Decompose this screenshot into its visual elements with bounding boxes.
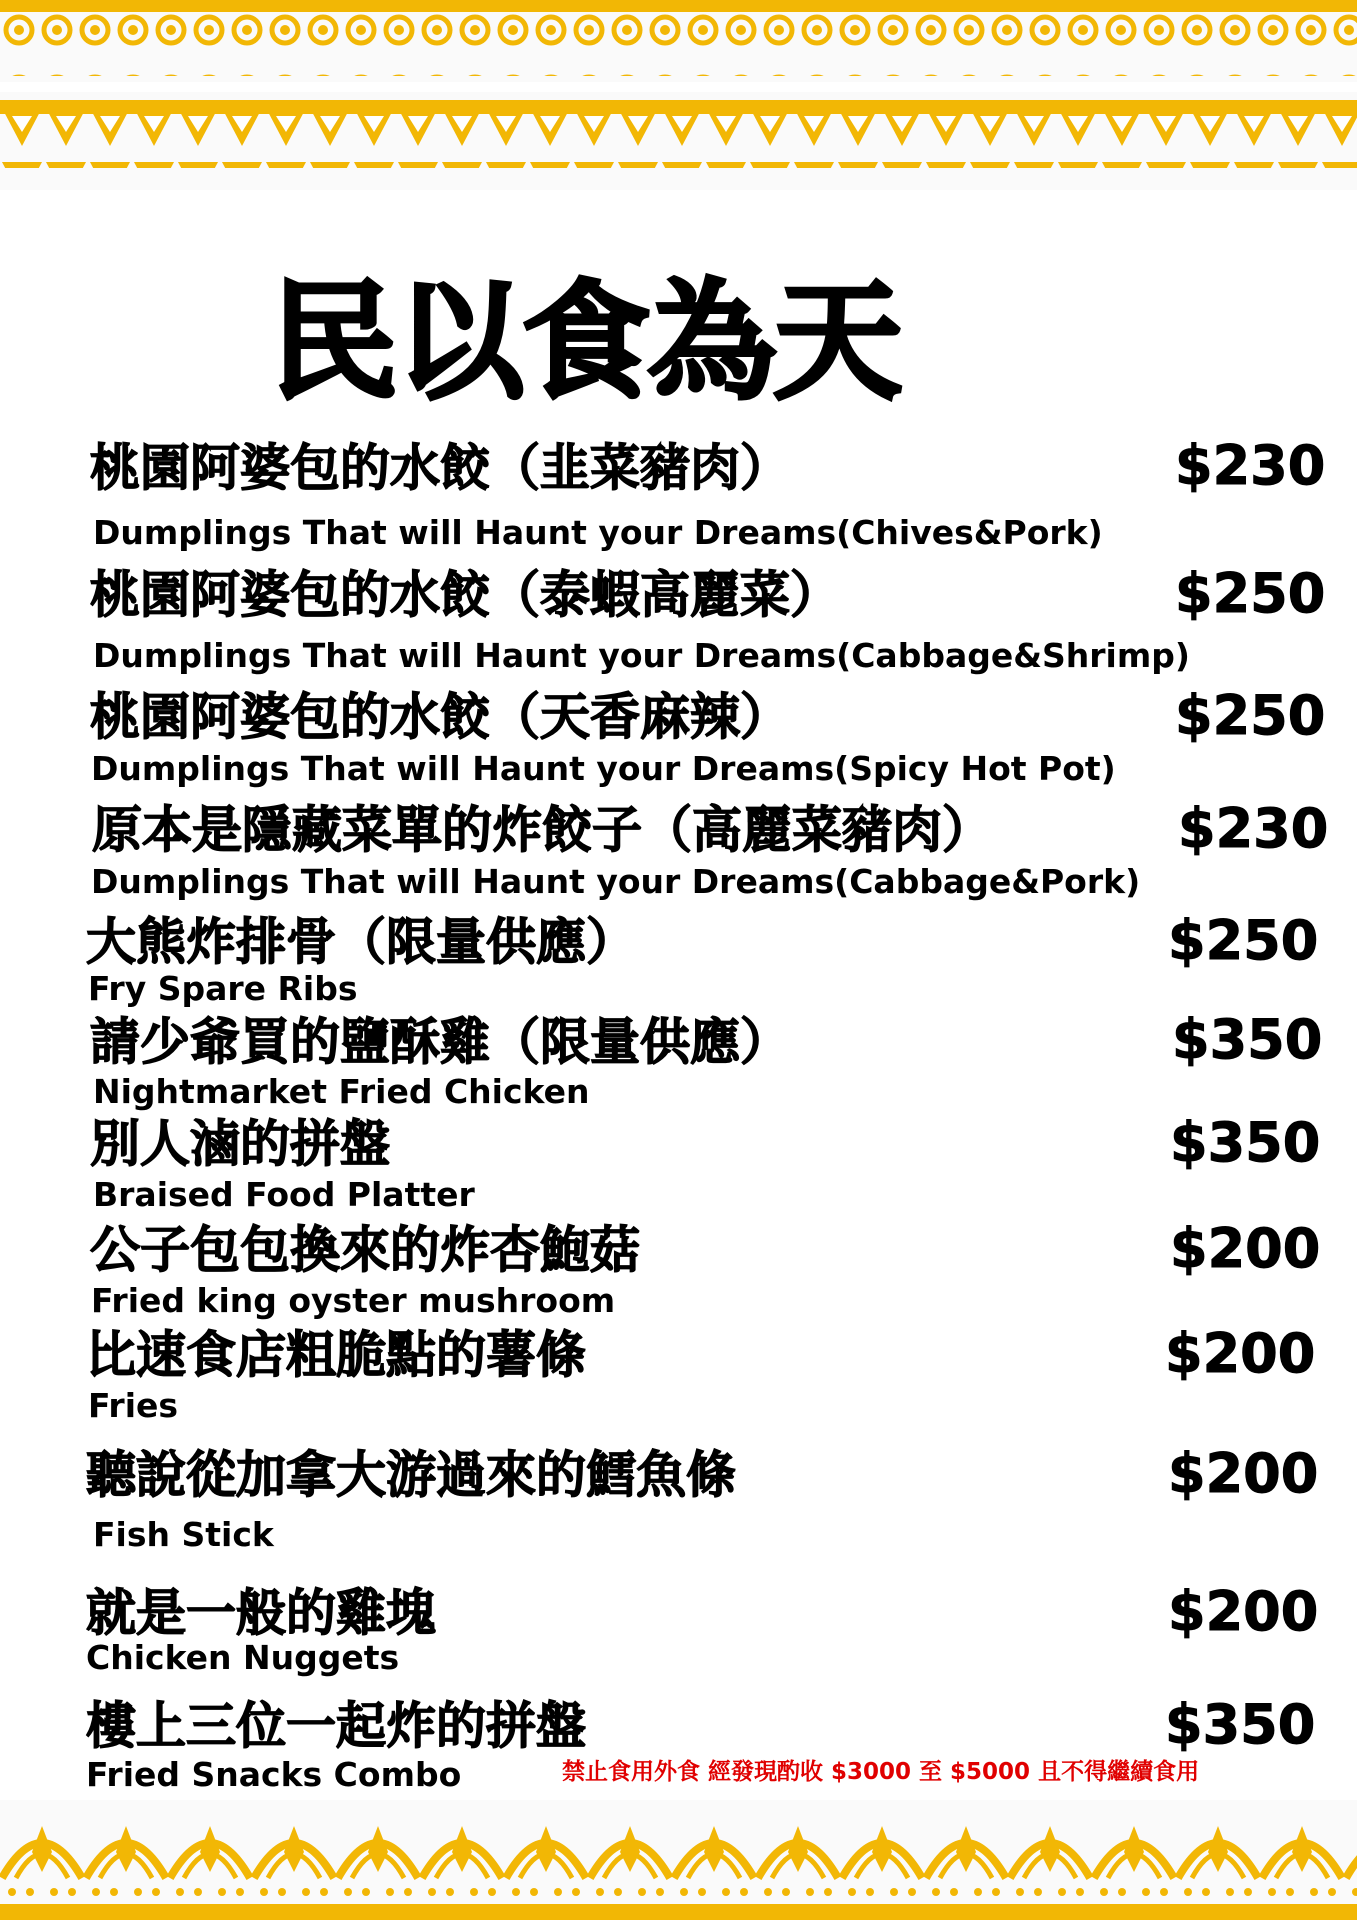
item-price: $250 — [1175, 562, 1326, 625]
item-name-en: Chicken Nuggets — [86, 1638, 400, 1677]
item-name-zh: 大熊炸排骨（限量供應） — [86, 913, 636, 971]
menu-title: 民以食為天 — [270, 268, 901, 417]
item-name-en: Fried king oyster mushroom — [91, 1281, 616, 1320]
item-name-en: Fries — [88, 1386, 179, 1425]
item-price: $200 — [1168, 1442, 1319, 1505]
item-price: $350 — [1172, 1008, 1323, 1071]
item-price: $200 — [1168, 1580, 1319, 1643]
item-price: $350 — [1165, 1693, 1316, 1756]
item-name-zh: 聽說從加拿大游過來的鱈魚條 — [86, 1446, 736, 1504]
item-name-en: Fry Spare Ribs — [88, 969, 358, 1008]
item-name-en: Dumplings That will Haunt your Dreams(Cabbage&Shrimp) — [93, 636, 1190, 675]
item-name-en: Dumplings That will Haunt your Dreams(Spicy Hot Pot) — [91, 749, 1116, 788]
item-name-zh: 就是一般的雞塊 — [86, 1584, 436, 1642]
item-name-en: Fish Stick — [93, 1515, 274, 1554]
item-name-zh: 桃園阿婆包的水餃（泰蝦高麗菜） — [90, 566, 840, 624]
item-name-zh: 樓上三位一起炸的拼盤 — [86, 1697, 586, 1755]
item-name-zh: 公子包包換來的炸杏鮑菇 — [90, 1221, 640, 1279]
top-decorative-border — [0, 0, 1357, 190]
item-name-zh: 請少爺買的鹽酥雞（限量供應） — [90, 1013, 790, 1071]
item-name-zh: 比速食店粗脆點的薯條 — [86, 1326, 586, 1384]
item-name-zh: 別人滷的拼盤 — [90, 1115, 390, 1173]
outside-food-notice: 禁止食用外食 經發現酌收 $3000 至 $5000 且不得繼續食用 — [562, 1759, 1200, 1785]
item-price: $250 — [1175, 684, 1326, 747]
item-price: $230 — [1178, 797, 1329, 860]
item-name-en: Dumplings That will Haunt your Dreams(Chives&Pork) — [93, 513, 1103, 552]
item-price: $200 — [1170, 1217, 1321, 1280]
item-name-en: Braised Food Platter — [93, 1175, 475, 1214]
item-name-en: Nightmarket Fried Chicken — [93, 1072, 590, 1111]
item-name-zh: 桃園阿婆包的水餃（天香麻辣） — [90, 688, 790, 746]
item-price: $200 — [1165, 1322, 1316, 1385]
item-name-zh: 桃園阿婆包的水餃（韭菜豬肉） — [90, 439, 790, 497]
item-name-en: Dumplings That will Haunt your Dreams(Cabbage&Pork) — [91, 862, 1141, 901]
item-price: $250 — [1168, 909, 1319, 972]
item-name-en: Fried Snacks Combo — [86, 1755, 462, 1794]
item-price: $350 — [1170, 1111, 1321, 1174]
bottom-decorative-border — [0, 1800, 1357, 1920]
item-name-zh: 原本是隱藏菜單的炸餃子（高麗菜豬肉） — [92, 801, 992, 859]
item-price: $230 — [1175, 434, 1326, 497]
